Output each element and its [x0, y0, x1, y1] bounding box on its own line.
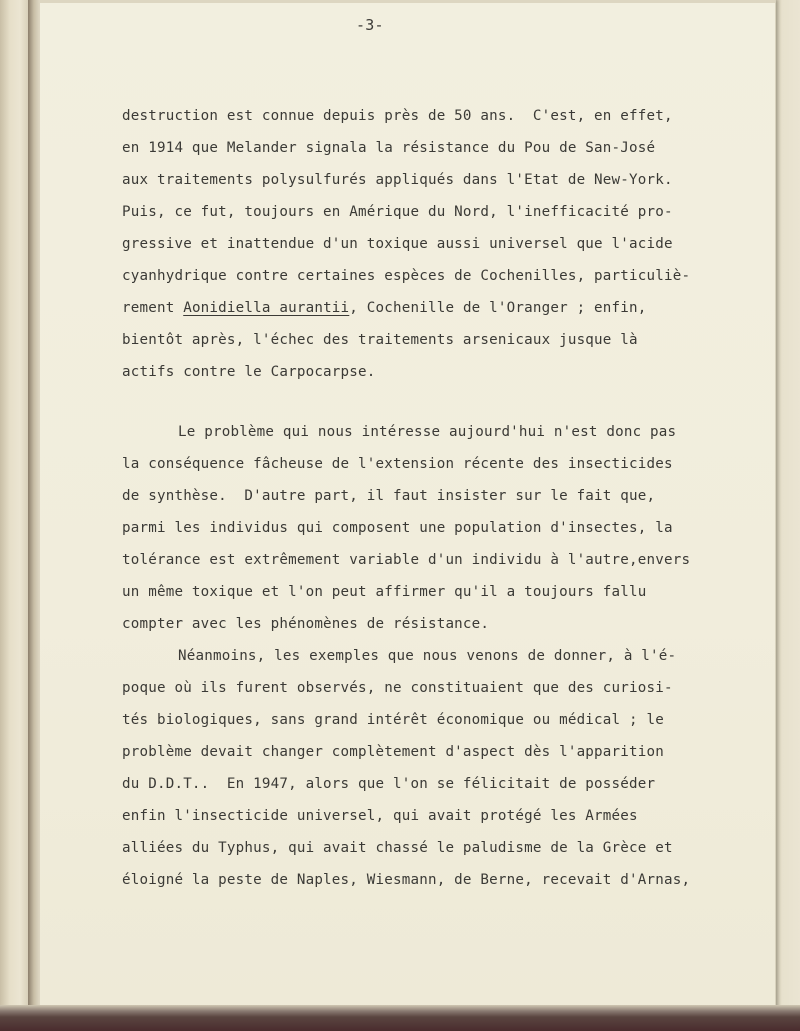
text-line: du D.D.T.. En 1947, alors que l'on se félicitait de posséder: [122, 776, 656, 792]
right-page-edge: [776, 0, 800, 1010]
text-line: de synthèse. D'autre part, il faut insister sur le fait que,: [122, 488, 656, 504]
text-line: éloigné la peste de Naples, Wiesmann, de Berne, recevait d'Arnas,: [122, 872, 691, 888]
text-line-start: rement: [122, 300, 184, 316]
book-bottom-edge: [0, 1005, 800, 1031]
text-line: actifs contre le Carpocarpse.: [122, 364, 376, 380]
text-line: alliées du Typhus, qui avait chassé le paludisme de la Grèce et: [122, 840, 673, 856]
text-line: poque où ils furent observés, ne constituaient que des curiosi-: [122, 680, 673, 696]
text-line: la conséquence fâcheuse de l'extension récente des insecticides: [122, 456, 673, 472]
text-line: problème devait changer complètement d'aspect dès l'apparition: [122, 744, 664, 760]
text-line: destruction est connue depuis près de 50 ans. C'est, en effet,: [122, 108, 673, 124]
text-line: en 1914 que Melander signala la résistance du Pou de San-José: [122, 140, 656, 156]
text-line: compter avec les phénomènes de résistance.: [122, 616, 490, 632]
text-line: Puis, ce fut, toujours en Amérique du Nord, l'inefficacité pro-: [122, 204, 673, 220]
text-line: [122, 300, 647, 316]
previous-page-edge: [0, 0, 29, 1010]
text-line: aux traitements polysulfurés appliqués dans l'Etat de New-York.: [122, 172, 673, 188]
text-line: gressive et inattendue d'un toxique aussi universel que l'acide: [122, 236, 673, 252]
text-line: tés biologiques, sans grand intérêt économique ou médical ; le: [122, 712, 664, 728]
text-line: bientôt après, l'échec des traitements arsenicaux jusque là: [122, 332, 638, 348]
page-number: -3-: [356, 16, 384, 34]
species-name: Aonidiella aurantii: [183, 300, 350, 316]
text-line: Le problème qui nous intéresse aujourd'hui n'est donc pas: [178, 424, 677, 440]
text-line: enfin l'insecticide universel, qui avait protégé les Armées: [122, 808, 638, 824]
text-line: tolérance est extrêmement variable d'un individu à l'autre,envers: [122, 552, 691, 568]
text-line: Néanmoins, les exemples que nous venons de donner, à l'é-: [178, 648, 677, 664]
sheet-top-edge: [40, 0, 775, 3]
text-line-end: , Cochenille de l'Oranger ; enfin,: [349, 300, 647, 316]
text-line: un même toxique et l'on peut affirmer qu'il a toujours fallu: [122, 584, 647, 600]
text-line: parmi les individus qui composent une population d'insectes, la: [122, 520, 673, 536]
text-line: cyanhydrique contre certaines espèces de Cochenilles, particuliè-: [122, 268, 691, 284]
